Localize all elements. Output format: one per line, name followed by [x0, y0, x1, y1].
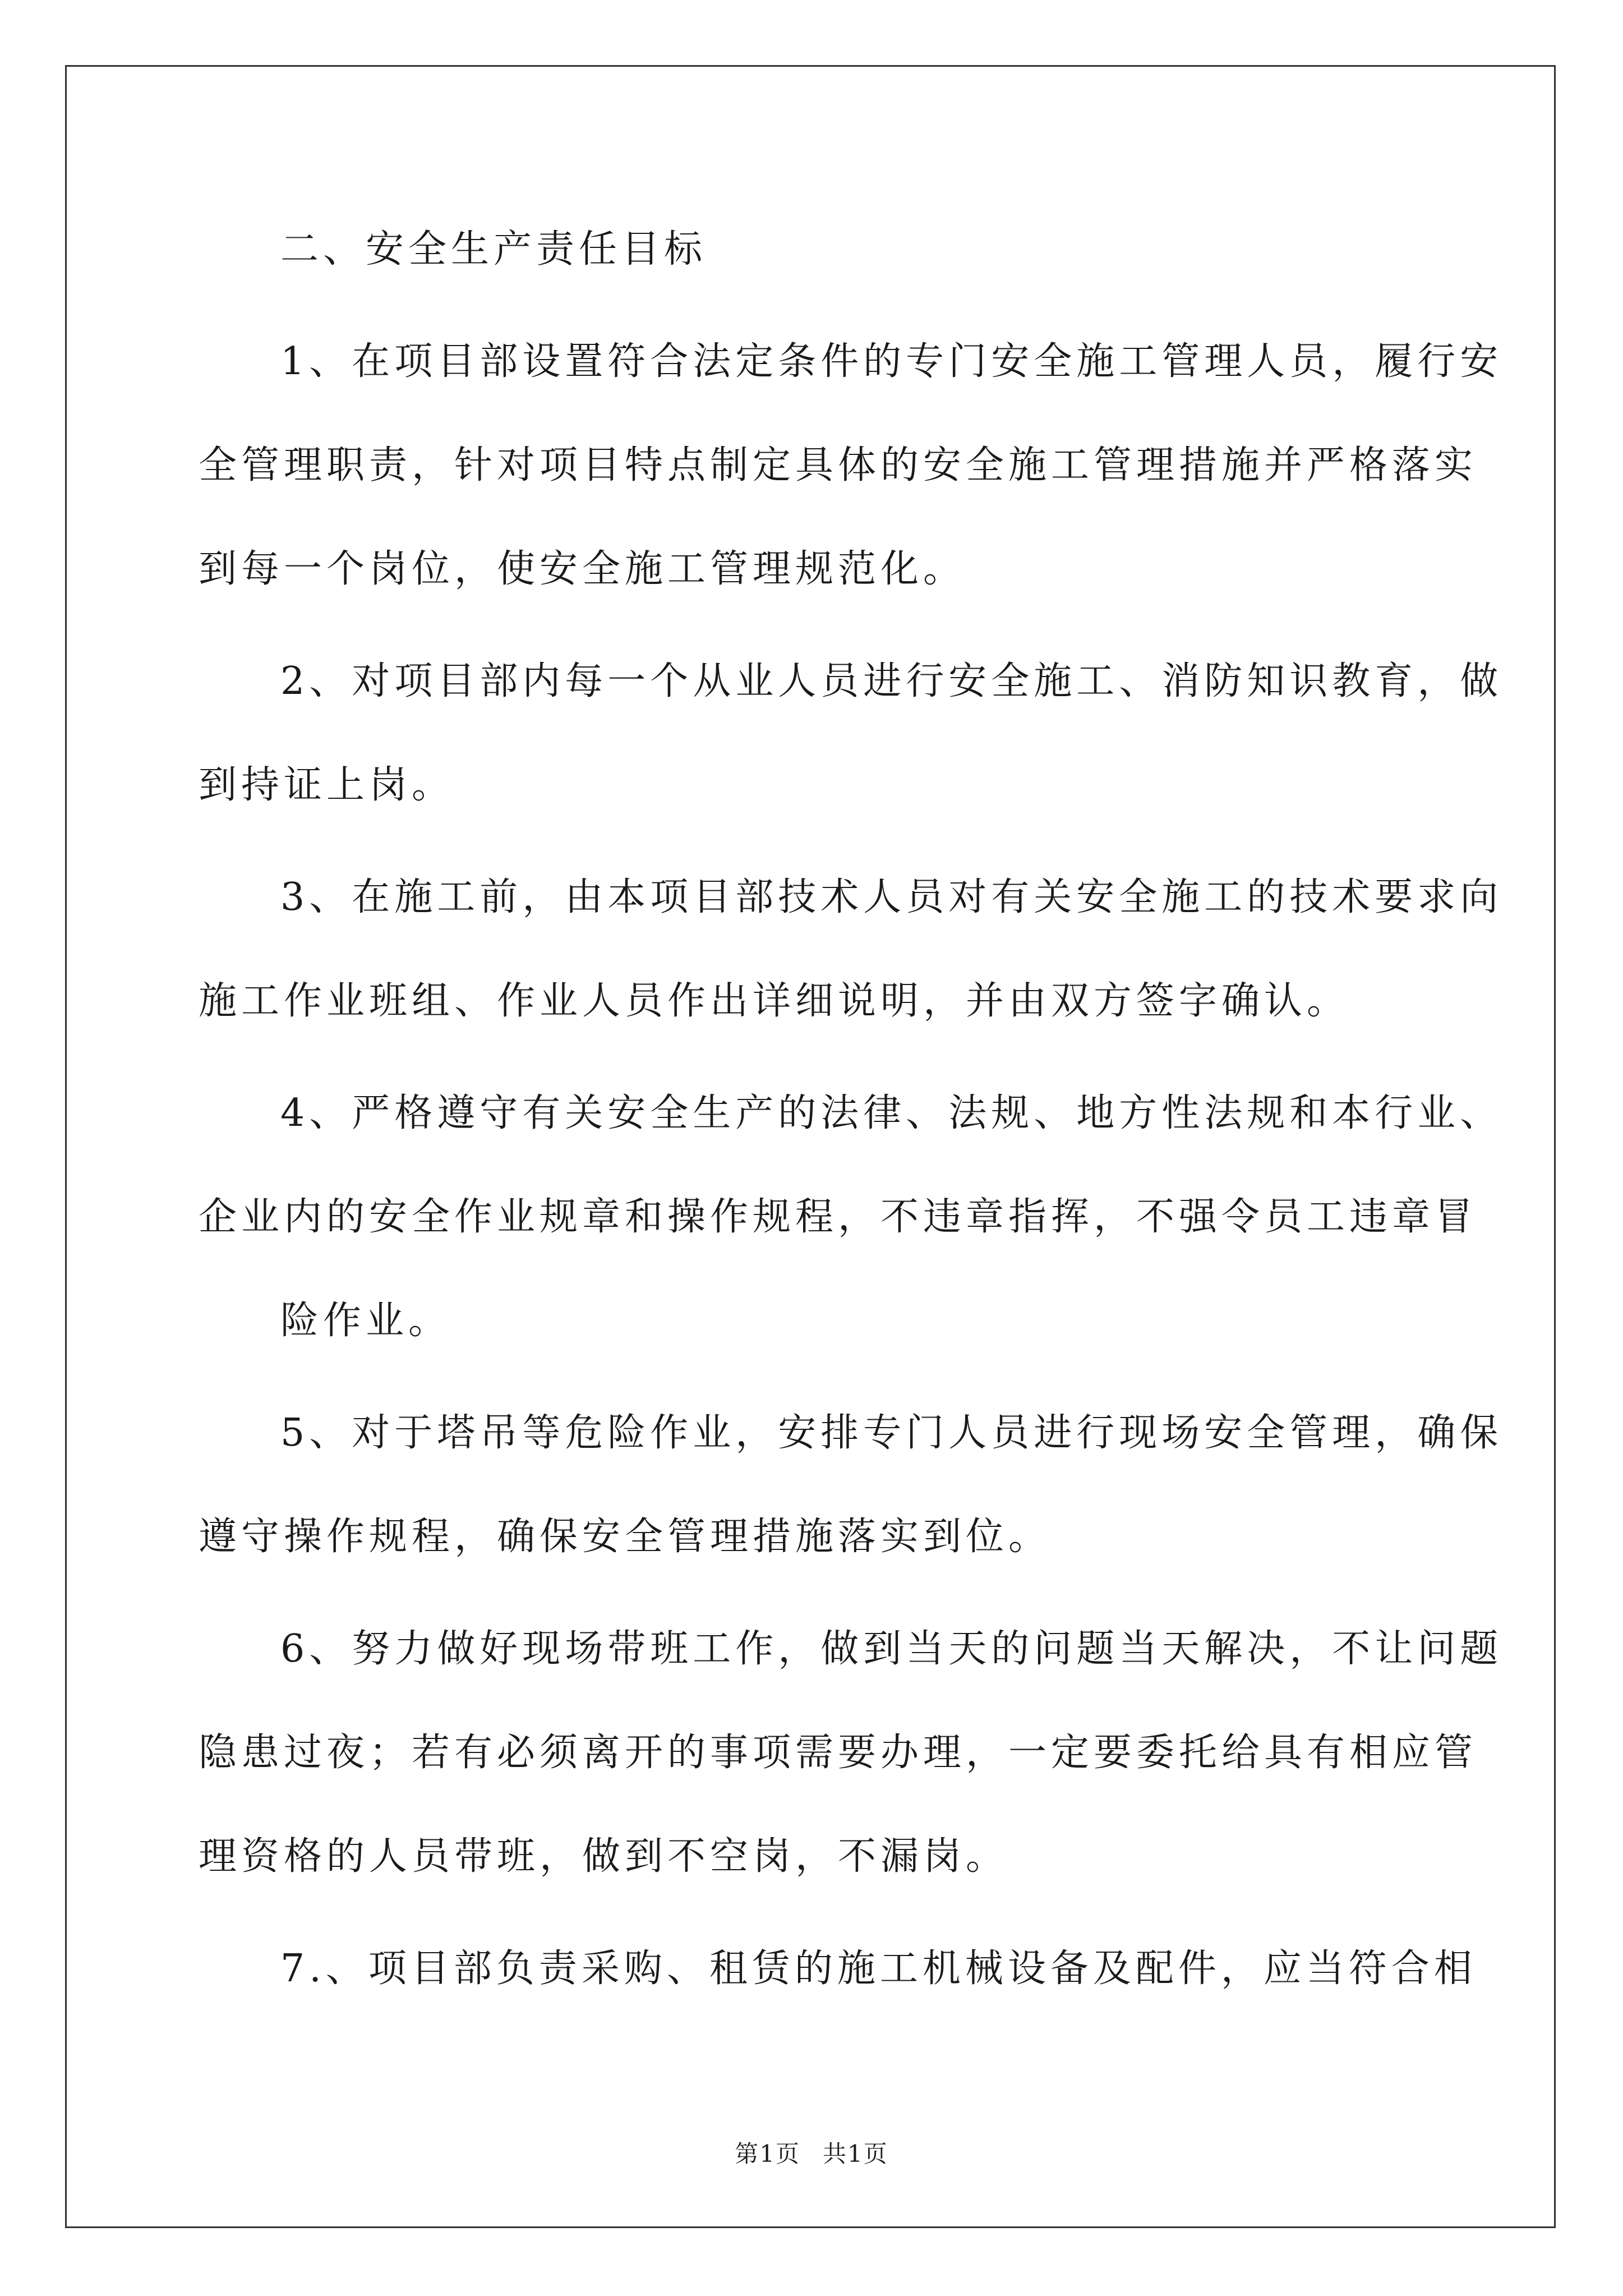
paragraph-line: 1、在项目部设置符合法定条件的专门安全施工管理人员，履行安 — [280, 339, 1503, 384]
paragraph-line: 7.、项目部负责采购、租赁的施工机械设备及配件，应当符合相 — [280, 1947, 1477, 1991]
paragraph-line: 遵守操作规程，确保安全管理措施落实到位。 — [199, 1515, 1052, 1559]
paragraph-line: 2、对项目部内每一个从业人员进行安全施工、消防知识教育，做 — [280, 659, 1503, 703]
page-total: 共1页 — [823, 2140, 888, 2168]
paragraph-line: 到每一个岗位，使安全施工管理规范化。 — [199, 547, 966, 591]
paragraph-line: 施工作业班组、作业人员作出详细说明，并由双方签字确认。 — [199, 979, 1350, 1023]
paragraph-line: 3、在施工前，由本项目部技术人员对有关安全施工的技术要求向 — [280, 875, 1503, 919]
paragraph-line: 企业内的安全作业规章和操作规程，不违章指挥，不强令员工违章冒 — [199, 1195, 1478, 1239]
paragraph-line: 到持证上岗。 — [199, 763, 455, 807]
paragraph-line: 险作业。 — [280, 1299, 451, 1343]
paragraph-line: 5、对于塔吊等危险作业，安排专门人员进行现场安全管理，确保 — [280, 1411, 1503, 1455]
section-heading: 二、安全生产责任目标 — [280, 227, 707, 272]
paragraph-line: 全管理职责，针对项目特点制定具体的安全施工管理措施并严格落实 — [199, 443, 1478, 487]
paragraph-line: 4、严格遵守有关安全生产的法律、法规、地方性法规和本行业、 — [280, 1091, 1503, 1135]
paragraph-line: 隐患过夜；若有必须离开的事项需要办理，一定要委托给具有相应管 — [199, 1731, 1478, 1775]
paragraph-line: 理资格的人员带班，做到不空岗，不漏岗。 — [199, 1834, 1009, 1879]
paragraph-line: 6、努力做好现场带班工作，做到当天的问题当天解决，不让问题 — [280, 1627, 1503, 1671]
page-border — [65, 65, 1556, 2228]
page-number: 第1页 — [735, 2140, 800, 2168]
page-footer — [0, 2138, 1623, 2170]
